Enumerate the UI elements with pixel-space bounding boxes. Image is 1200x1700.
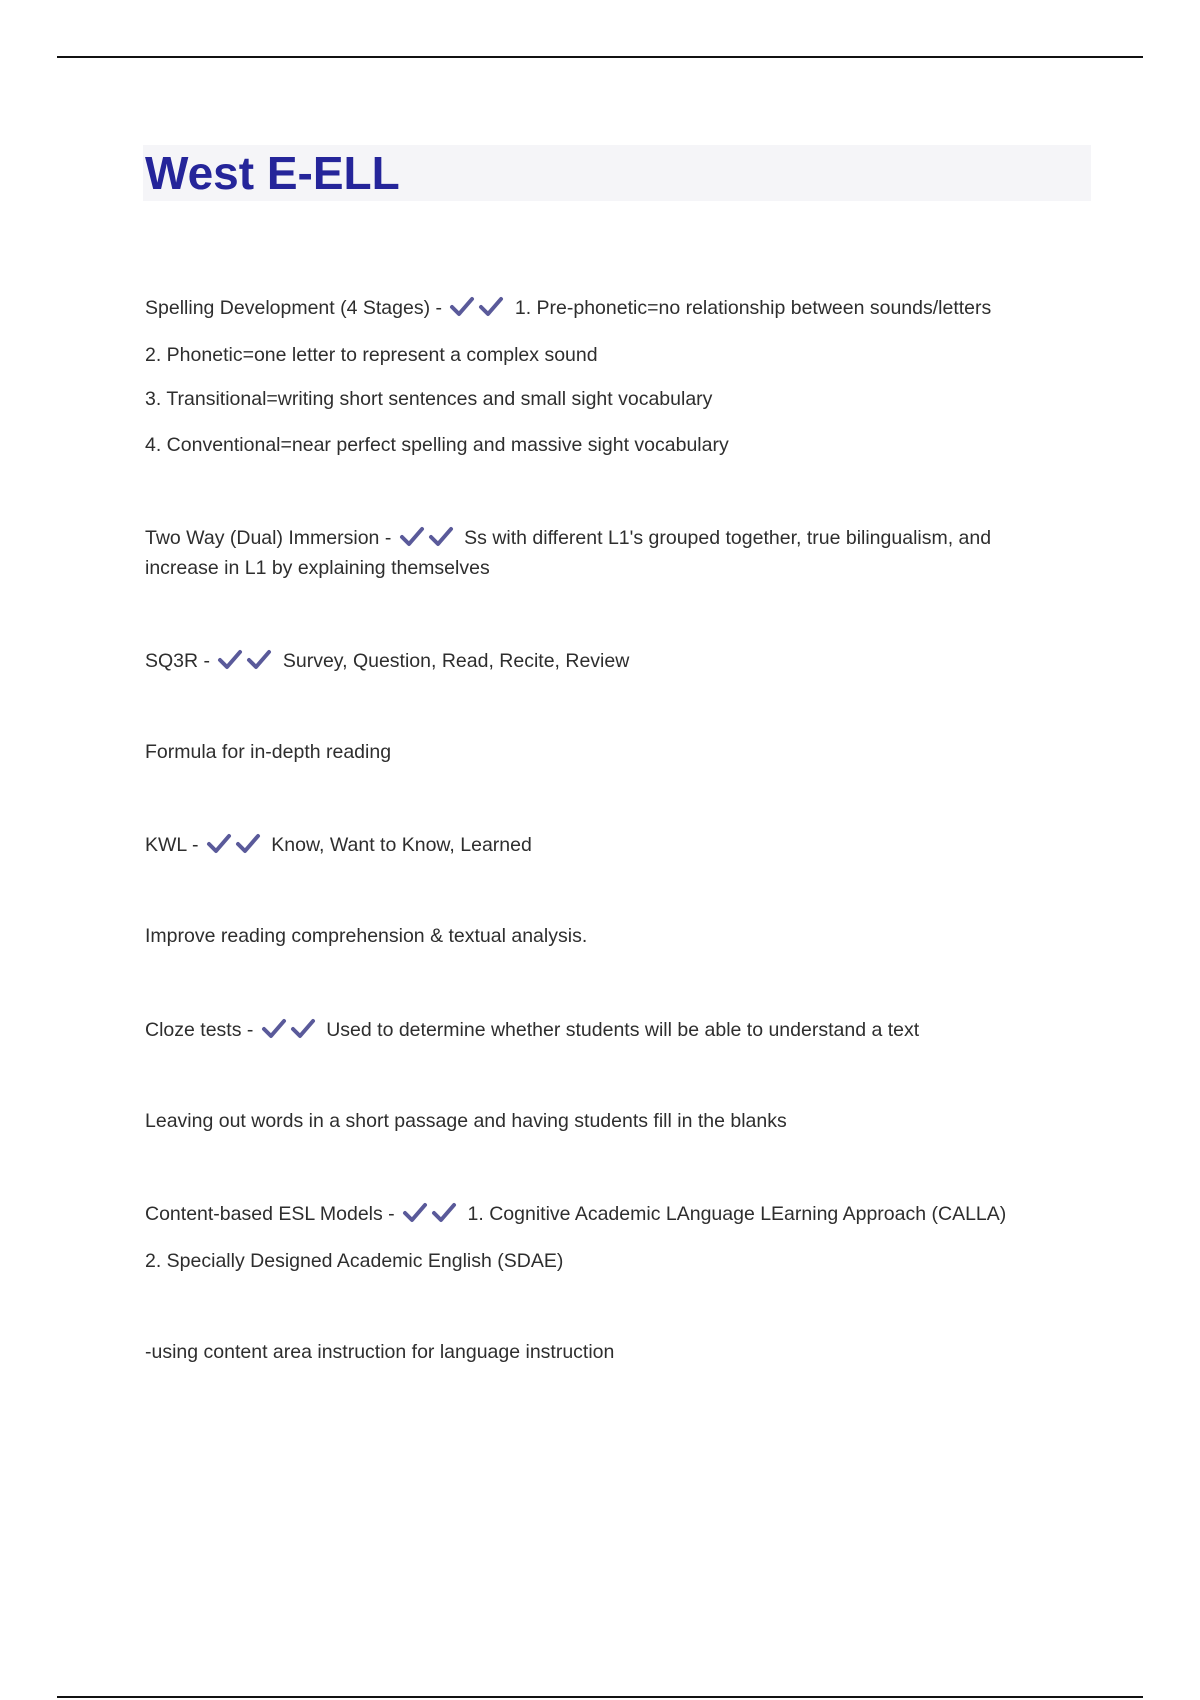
answer-line: -using content area instruction for language instruction: [145, 1341, 615, 1363]
double-checkmark-icon: [217, 650, 280, 672]
term-label: Spelling Development (4 Stages) -: [145, 297, 442, 319]
term-label: KWL -: [145, 834, 199, 856]
answer-line: Leaving out words in a short passage and having students fill in the blanks: [145, 1110, 787, 1132]
answer-line: Ss with different L1's grouped together, true bilingualism, and: [464, 527, 992, 549]
term-label: Content-based ESL Models -: [145, 1203, 395, 1225]
entry-two-way-immersion: [145, 526, 991, 550]
answer-line: Know, Want to Know, Learned: [271, 834, 532, 856]
title-band: [143, 145, 1091, 201]
entry-content-based-esl-models: [145, 1202, 1006, 1226]
answer-line: Used to determine whether students will be able to understand a text: [326, 1019, 920, 1041]
answer-line: increase in L1 by explaining themselves: [145, 557, 490, 579]
answer-line: 1. Cognitive Academic LAnguage LEarning Approach (CALLA): [467, 1203, 1007, 1225]
top-rule: [57, 56, 1143, 58]
entry-cloze-tests: [145, 1018, 919, 1042]
entry-spelling-development: [145, 296, 991, 320]
double-checkmark-icon: [261, 1019, 324, 1041]
entry-kwl: [145, 833, 532, 857]
double-checkmark-icon: [449, 297, 512, 319]
double-checkmark-icon: [206, 834, 269, 856]
term-label: SQ3R -: [145, 650, 211, 672]
answer-line: 2. Phonetic=one letter to represent a complex sound: [145, 344, 598, 366]
answer-line: 2. Specially Designed Academic English (SDAE): [145, 1250, 564, 1272]
answer-line: 1. Pre-phonetic=no relationship between sounds/letters: [514, 297, 992, 319]
answer-line: Formula for in-depth reading: [145, 741, 392, 763]
answer-line: 4. Conventional=near perfect spelling and massive sight vocabulary: [145, 434, 729, 456]
term-label: Two Way (Dual) Immersion -: [145, 527, 392, 549]
answer-line: Improve reading comprehension & textual analysis.: [145, 925, 588, 947]
document-title: West E-ELL: [145, 147, 400, 199]
bottom-rule: [57, 1696, 1143, 1698]
answer-line: Survey, Question, Read, Recite, Review: [282, 650, 630, 672]
term-label: Cloze tests -: [145, 1019, 254, 1041]
answer-line: 3. Transitional=writing short sentences and small sight vocabulary: [145, 388, 713, 410]
double-checkmark-icon: [399, 527, 462, 549]
entry-sq3r: [145, 649, 629, 673]
double-checkmark-icon: [402, 1203, 465, 1225]
